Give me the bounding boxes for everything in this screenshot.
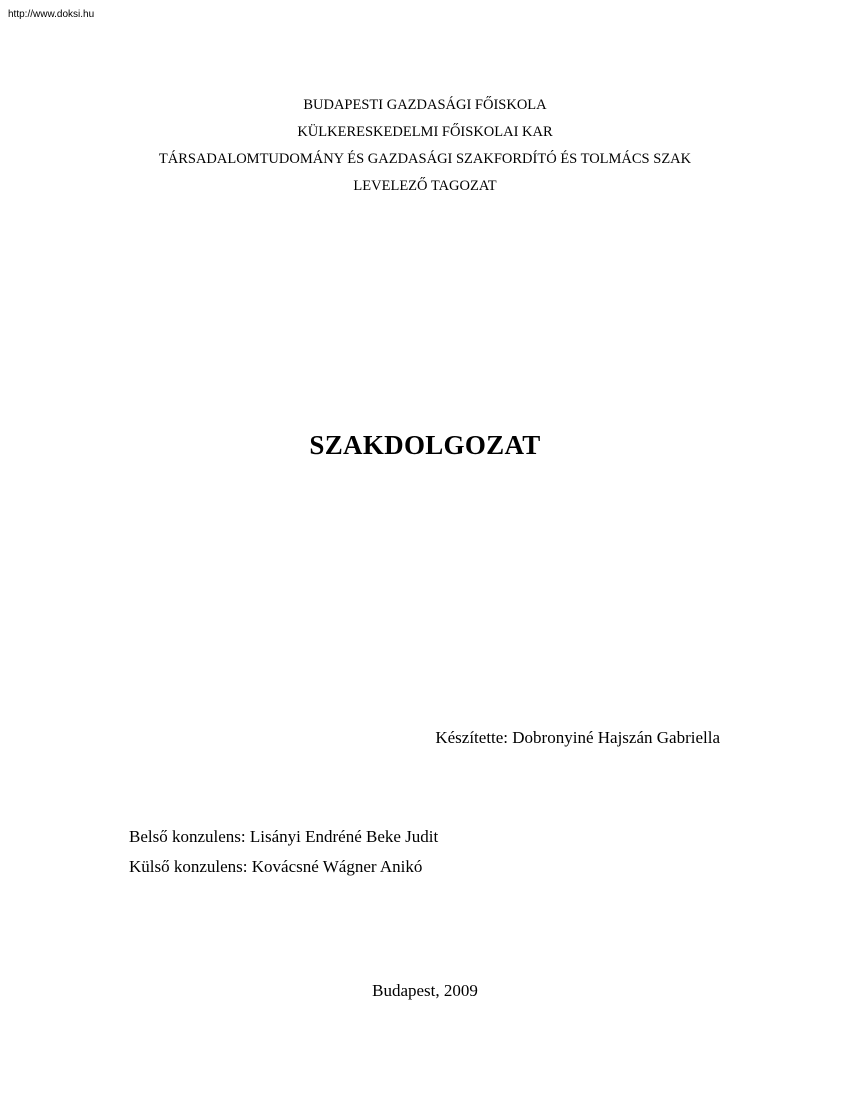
program-name: TÁRSADALOMTUDOMÁNY ÉS GAZDASÁGI SZAKFORDÍTÓ ÉS TOLMÁCS SZAK (158, 151, 692, 167)
source-url-link[interactable]: http://www.doksi.hu (8, 9, 95, 20)
external-consultant: Külső konzulens: Kovácsné Wágner Anikó (129, 857, 423, 876)
author-line: Készítette: Dobronyiné Hajszán Gabriella (435, 728, 720, 747)
university-name: BUDAPESTI GAZDASÁGI FŐISKOLA (303, 97, 547, 113)
place-date: Budapest, 2009 (372, 981, 478, 1000)
faculty-name: KÜLKERESKEDELMI FŐISKOLAI KAR (297, 124, 553, 140)
internal-consultant: Belső konzulens: Lisányi Endréné Beke Judit (129, 827, 439, 846)
document-title: SZAKDOLGOZAT (309, 430, 541, 460)
study-mode: LEVELEZŐ TAGOZAT (353, 178, 497, 194)
consultants-block (129, 822, 438, 882)
institution-header (0, 92, 850, 200)
